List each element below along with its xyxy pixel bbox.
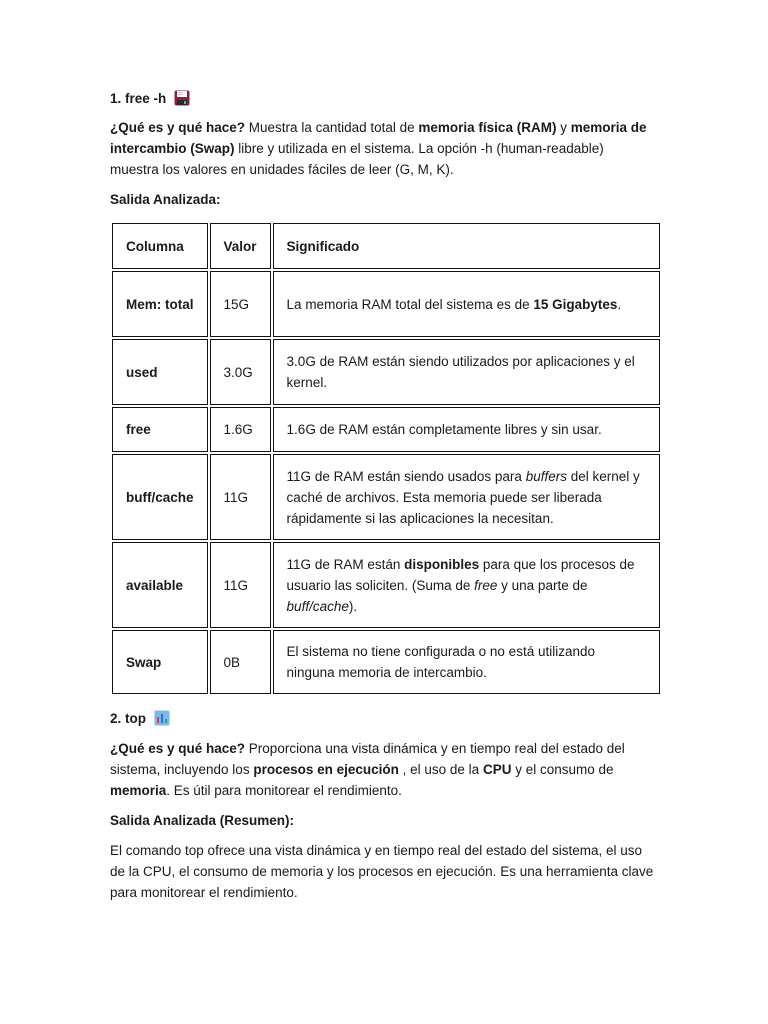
- section-2-output-title: Salida Analizada (Resumen):: [110, 813, 295, 828]
- floppy-disk-icon: [174, 90, 190, 106]
- row-meaning: 3.0G de RAM están siendo utilizados por aplicaciones y el kernel.: [273, 339, 660, 405]
- table-row: [112, 542, 660, 628]
- row-value: 3.0G: [210, 339, 271, 405]
- row-column-name: free: [112, 407, 208, 452]
- table-row: [112, 271, 660, 337]
- section-1-title: 1. free -h: [110, 91, 167, 106]
- section-1-description: ¿Qué es y qué hace? Muestra la cantidad total de memoria física (RAM) y memoria de intercambio (Swap) libre y utilizada en el sistema. La opción -h (human-readable) muestra los valores en unidades fáciles de leer (G, M, K).: [110, 120, 647, 177]
- row-meaning: La memoria RAM total del sistema es de 15 Gigabytes.: [273, 271, 660, 337]
- row-column-name: buff/cache: [112, 454, 208, 540]
- memory-table: [110, 221, 662, 696]
- row-value: 0B: [210, 630, 271, 694]
- row-value: 15G: [210, 271, 271, 337]
- section-1-heading: [110, 88, 655, 109]
- row-value: 11G: [210, 542, 271, 628]
- row-column-name: Swap: [112, 630, 208, 694]
- table-row: [112, 339, 660, 405]
- row-column-name: used: [112, 339, 208, 405]
- table-header-row: [112, 223, 660, 269]
- table-row: [112, 454, 660, 540]
- table-row: [112, 630, 660, 694]
- section-1-output-title: Salida Analizada:: [110, 192, 221, 207]
- section-2-heading: [110, 708, 655, 729]
- header-columna: Columna: [112, 223, 208, 269]
- section-2-title: 2. top: [110, 711, 146, 726]
- row-meaning: 11G de RAM están disponibles para que los procesos de usuario las soliciten. (Suma de free y una parte de buff/cache).: [273, 542, 660, 628]
- row-column-name: Mem: total: [112, 271, 208, 337]
- section-2-description: ¿Qué es y qué hace? Proporciona una vista dinámica y en tiempo real del estado del sistema, incluyendo los procesos en ejecución , el uso de la CPU y el consumo de memoria. Es útil para monitorear el rendimiento.: [110, 741, 625, 798]
- bar-chart-icon: [154, 710, 170, 726]
- row-column-name: available: [112, 542, 208, 628]
- table-row: [112, 407, 660, 452]
- header-valor: Valor: [210, 223, 271, 269]
- section-2-summary: El comando top ofrece una vista dinámica y en tiempo real del estado del sistema, el uso de la CPU, el consumo de memoria y los procesos en ejecución. Es una herramienta clave para monitorear el rendimiento.: [110, 843, 654, 900]
- question-label: ¿Qué es y qué hace?: [110, 741, 246, 756]
- row-meaning: 11G de RAM están siendo usados para buffers del kernel y caché de archivos. Esta memoria puede ser liberada rápidamente si las aplicaciones la necesitan.: [273, 454, 660, 540]
- header-significado: Significado: [273, 223, 660, 269]
- question-label: ¿Qué es y qué hace?: [110, 120, 246, 135]
- row-value: 1.6G: [210, 407, 271, 452]
- row-value: 11G: [210, 454, 271, 540]
- row-meaning: 1.6G de RAM están completamente libres y sin usar.: [273, 407, 660, 452]
- row-meaning: El sistema no tiene configurada o no está utilizando ninguna memoria de intercambio.: [273, 630, 660, 694]
